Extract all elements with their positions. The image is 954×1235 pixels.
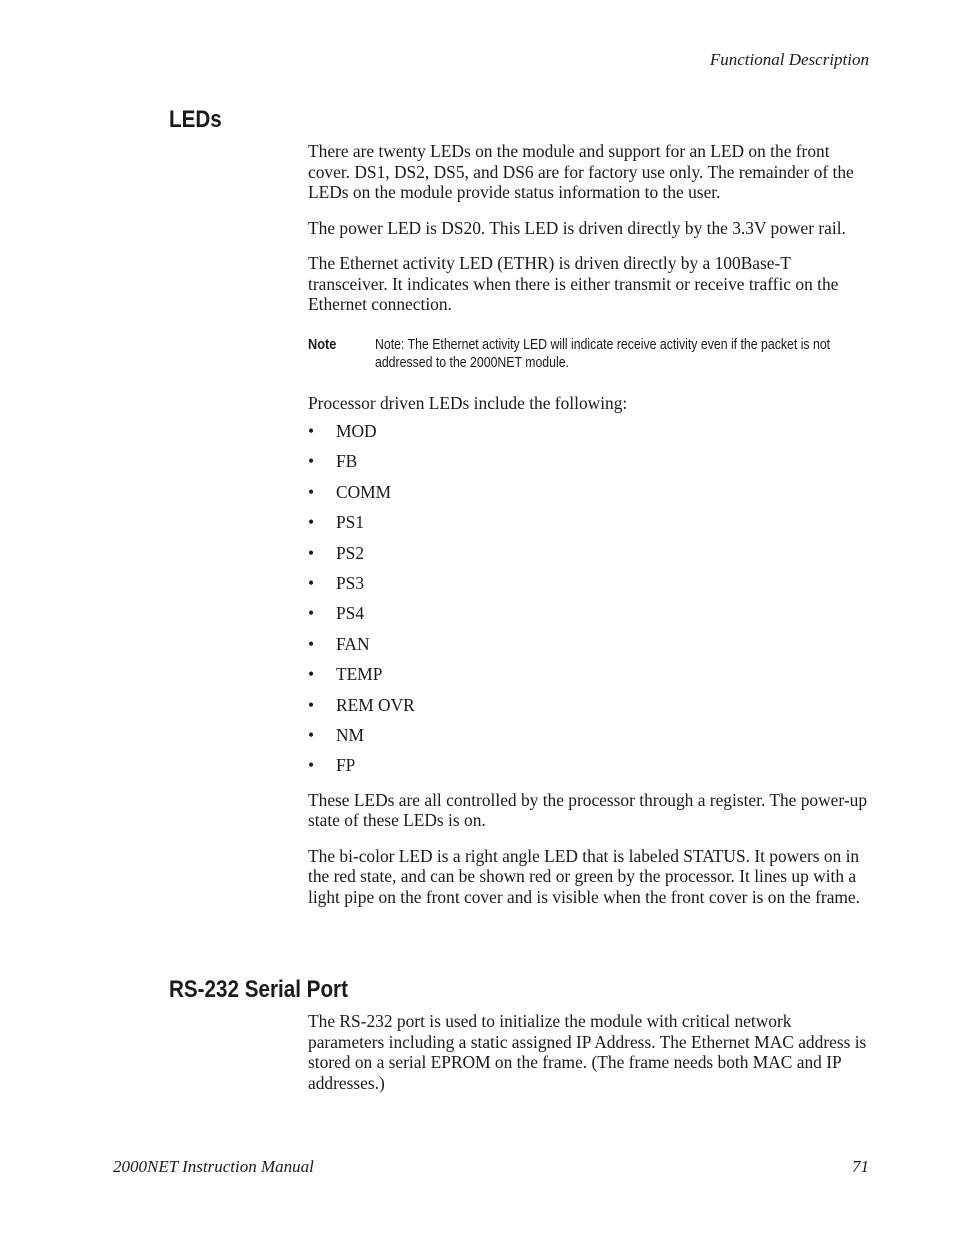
- bullet-icon: •: [308, 664, 315, 685]
- section-heading-rs232: RS-232 Serial Port: [169, 976, 348, 1003]
- bullet-icon: •: [308, 633, 315, 654]
- list-item: [308, 421, 872, 451]
- bullet-icon: •: [308, 572, 315, 593]
- list-item: [308, 543, 872, 573]
- rs232-section-body: [308, 1011, 872, 1093]
- section-heading-leds: LEDs: [169, 106, 222, 133]
- list-item: [308, 482, 872, 512]
- bullet-icon: •: [308, 451, 315, 472]
- list-item: [308, 695, 872, 725]
- list-item-label: NM: [336, 724, 365, 745]
- bullet-icon: •: [308, 481, 315, 502]
- paragraph: The RS-232 port is used to initialize the module with critical network parameters including a static assigned IP Address. The Ethernet MAC address is stored on a serial EPROM on the frame. (The frame needs both MAC and IP addresses.): [308, 1011, 867, 1093]
- list-item: [308, 603, 872, 633]
- list-item-label: PS4: [336, 603, 365, 624]
- bullet-icon: •: [308, 542, 315, 563]
- running-header: Functional Description: [709, 50, 869, 69]
- list-item: [308, 634, 872, 664]
- note-text: Note: The Ethernet activity LED will indicate receive activity even if the packet is not addressed to the 2000NET module.: [375, 335, 831, 371]
- note-label: Note: [308, 335, 337, 353]
- paragraph: There are twenty LEDs on the module and support for an LED on the front cover. DS1, DS2, DS5, and DS6 are for factory use only. The remainder of the LEDs on the module provide status information to the user.: [308, 141, 854, 202]
- leds-section-body: [308, 141, 872, 907]
- list-item-label: FP: [336, 755, 356, 776]
- bullet-icon: •: [308, 603, 315, 624]
- bullet-icon: •: [308, 512, 315, 533]
- paragraph: The bi-color LED is a right angle LED that is labeled STATUS. It powers on in the red state, and can be shown red or green by the processor. It lines up with a light pipe on the front cover and is visible when the front cover is on the frame.: [308, 845, 860, 907]
- bullet-icon: •: [308, 421, 315, 441]
- list-item-label: MOD: [336, 421, 377, 441]
- bullet-icon: •: [308, 694, 315, 715]
- led-bullet-list: [308, 421, 872, 786]
- list-item: [308, 451, 872, 481]
- list-item-label: COMM: [336, 481, 392, 502]
- list-item-label: PS3: [336, 572, 365, 593]
- list-item: [308, 664, 872, 694]
- list-item: [308, 512, 872, 542]
- list-item-label: PS1: [336, 512, 365, 533]
- bullet-icon: •: [308, 755, 315, 776]
- list-item-label: TEMP: [336, 664, 383, 685]
- paragraph: The Ethernet activity LED (ETHR) is driven directly by a 100Base-T transceiver. It indicates when there is either transmit or receive traffic on the Ethernet connection.: [308, 253, 839, 314]
- list-item-label: FB: [336, 451, 358, 472]
- paragraph: The power LED is DS20. This LED is driven directly by the 3.3V power rail.: [308, 217, 846, 238]
- list-item: [308, 573, 872, 603]
- bullet-icon: •: [308, 724, 315, 745]
- list-item: [308, 755, 872, 785]
- paragraph: These LEDs are all controlled by the processor through a register. The power-up state of these LEDs is on.: [308, 789, 868, 831]
- list-item: [308, 725, 872, 755]
- list-intro: Processor driven LEDs include the following:: [308, 392, 628, 413]
- list-item-label: REM OVR: [336, 694, 415, 715]
- list-item-label: PS2: [336, 542, 365, 563]
- note-block: [308, 336, 872, 372]
- footer-manual-title: 2000NET Instruction Manual: [113, 1157, 314, 1176]
- footer-page-number: 71: [852, 1157, 869, 1176]
- list-item-label: FAN: [336, 633, 370, 654]
